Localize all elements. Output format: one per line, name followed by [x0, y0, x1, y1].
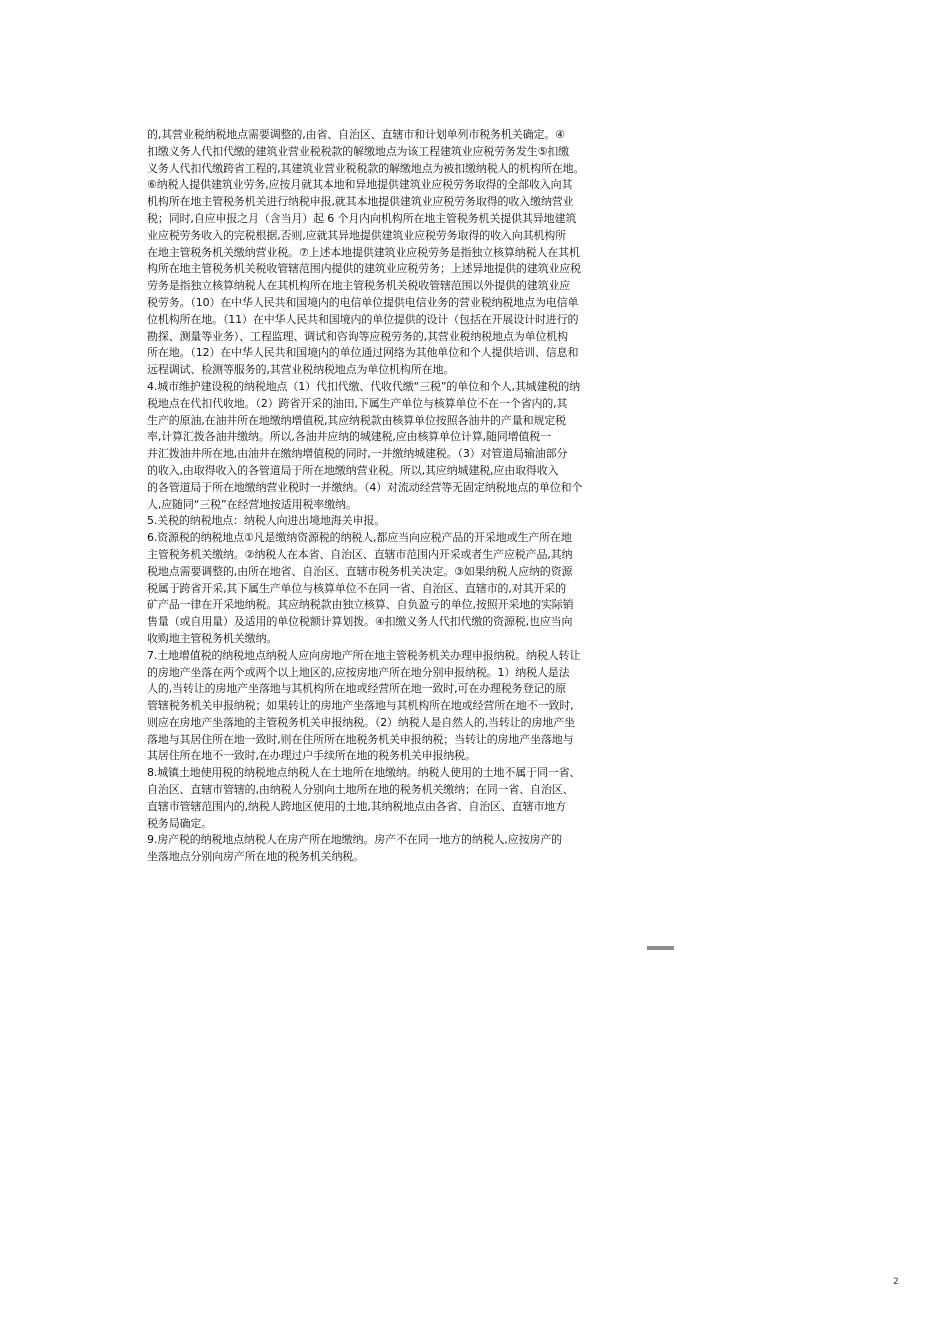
text-line: 劳务是指独立核算纳税人在其机构所在地主管税务机关税收管辖范围以外提供的建筑业应	[147, 279, 571, 293]
text-line: 并汇拨油井所在地,由油井在缴纳增值税的同时,一并缴纳城建税。（3）对管道局输油部分	[147, 447, 568, 461]
text-line: 5.关税的纳税地点：纳税人向进出境地海关申报。	[147, 514, 386, 528]
text-line: 的收入,由取得收入的各管道局于所在地缴纳营业税。所以,其应纳城建税,应由取得收入	[147, 463, 559, 477]
text-line: 位机构所在地。（11）在中华人民共和国境内的单位提供的设计（包括在开展设计时进行的	[147, 312, 579, 326]
text-line: 人的,当转让的房地产坐落地与其机构所在地或经营所在地一致时,可在办理税务登记的原	[147, 682, 566, 696]
text-line: 率,计算汇拨各油井缴纳。所以,各油井应纳的城建税,应由核算单位计算,随同增值税一	[147, 430, 551, 444]
text-line: 业应税劳务收入的完税根据,否则,应就其异地提供建筑业应税劳务取得的收入向其机构所	[147, 228, 566, 242]
text-line: 直辖市管辖范围内的,纳税人跨地区使用的土地,其纳税地点由各省、自治区、直辖市地方	[147, 799, 566, 813]
text-line: 的各管道局于所在地缴纳营业税时一并缴纳。（4）对流动经营等无固定纳税地点的单位和个	[147, 480, 583, 494]
text-line: 其居住所在地不一致时,在办理过户手续所在地的税务机关申报纳税。	[147, 749, 476, 763]
text-line: 在地主管税务机关缴纳营业税。⑦上述本地提供建筑业应税劳务是指独立核算纳税人在其机	[147, 245, 580, 259]
text-line: 6.资源税的纳税地点①凡是缴纳资源税的纳税人,都应当向应税产品的开采地或生产所在地	[147, 531, 572, 545]
body-text	[147, 127, 633, 866]
text-line: 税地点在代扣代收地。（2）跨省开采的油田,下属生产单位与核算单位不在一个省内的,其	[147, 396, 568, 410]
text-line: 税务局确定。	[147, 816, 213, 830]
text-line: 义务人代扣代缴跨省工程的,其建筑业营业税税款的解缴地点为被扣缴纳税人的机构所在地。	[147, 161, 585, 175]
text-line: 主管税务机关缴纳。②纳税人在本省、自治区、直辖市范围内开采或者生产应税产品,其纳	[147, 547, 573, 561]
text-line: 落地与其居住所在地一致时,则在住所所在地税务机关申报纳税；当转让的房地产坐落地与	[147, 732, 574, 746]
text-line: 自治区、直辖市管辖的,由纳税人分别向土地所在地的税务机关缴纳；在同一省、自治区、	[147, 783, 574, 797]
text-line: 生产的原油,在油井所在地缴纳增值税,其应纳税款由核算单位按照各油井的产量和规定税	[147, 413, 566, 427]
text-line: 扣缴义务人代扣代缴的建筑业营业税税款的解缴地点为该工程建筑业应税劳务发生⑤扣缴	[147, 144, 570, 158]
text-line: 8.城镇土地使用税的纳税地点纳税人在土地所在地缴纳。纳税人使用的土地不属于同一省、	[147, 766, 581, 780]
text-line: 管辖税务机关申报纳税；如果转让的房地产坐落地与其机构所在地或经营所在地不一致时,	[147, 699, 574, 713]
text-line: 税；同时,自应申报之月（含当月）起 6 个月内向机构所在地主管税务机关提供其异地建筑	[147, 211, 577, 225]
text-line: 的,其营业税纳税地点需要调整的,由省、自治区、直辖市和计划单列市税务机关确定。④	[147, 128, 565, 141]
text-line: 勘探、测量等业务）、工程监理、调试和咨询等应税劳务的,其营业税纳税地点为单位机构	[147, 329, 568, 343]
text-line: ⑥纳税人提供建筑业劳务,应按月就其本地和异地提供建筑业应税劳务取得的全部收入向其	[147, 178, 573, 192]
text-line: 收购地主管税务机关缴纳。	[147, 631, 278, 645]
text-line: 税属于跨省开采,其下属生产单位与核算单位不在同一省、自治区、直辖市的,对其开采的	[147, 581, 566, 595]
text-line: 矿产品一律在开采地纳税。其应纳税款由独立核算、自负盈亏的单位,按照开采地的实际销	[147, 598, 574, 612]
text-line: 坐落地点分别向房产所在地的税务机关纳税。	[147, 850, 364, 864]
text-line: 税劳务。（10）在中华人民共和国境内的电信单位提供电信业务的营业税纳税地点为电信单	[147, 295, 579, 309]
text-line: 9.房产税的纳税地点纳税人在房产所在地缴纳。房产不在同一地方的纳税人,应按房产的	[147, 833, 562, 847]
text-line: 4.城市维护建设税的纳税地点（1）代扣代缴、代收代缴“三税”的单位和个人,其城建税的纳	[147, 379, 580, 393]
text-line: 构所在地主管税务机关税收管辖范围内提供的建筑业应税劳务；上述异地提供的建筑业应税	[147, 262, 581, 276]
text-line: 税地点需要调整的,由所在地省、自治区、直辖市税务机关决定。③如果纳税人应纳的资源	[147, 564, 573, 578]
text-line: 所在地。（12）在中华人民共和国境内的单位通过网络为其他单位和个人提供培训、信息和	[147, 346, 579, 360]
text-line: 机构所在地主管税务机关进行纳税申报,就其本地提供建筑业应税劳务取得的收入缴纳营业	[147, 195, 574, 209]
text-line: 7.土地增值税的纳税地点纳税人应向房地产所在地主管税务机关办理申报纳税。纳税人转让	[147, 648, 581, 662]
text-line: 售量（或自用量）及适用的单位税额计算划拨。④扣缴义务人代扣代缴的资源税,也应当向	[147, 615, 573, 629]
text-line: 的房地产坐落在两个或两个以上地区的,应按房地产所在地分别申报纳税。1）纳税人是法	[147, 665, 570, 679]
text-line: 则应在房地产坐落地的主管税务机关申报纳税。（2）纳税人是自然人的,当转让的房地产坐	[147, 715, 575, 729]
text-line: 远程调试、检测等服务的,其营业税纳税地点为单位机构所在地。	[147, 363, 455, 377]
page-number: 2	[893, 1277, 899, 1287]
text-line: 人,应随同“三税”在经营地按适用税率缴纳。	[147, 497, 357, 511]
page-divider	[647, 946, 674, 950]
